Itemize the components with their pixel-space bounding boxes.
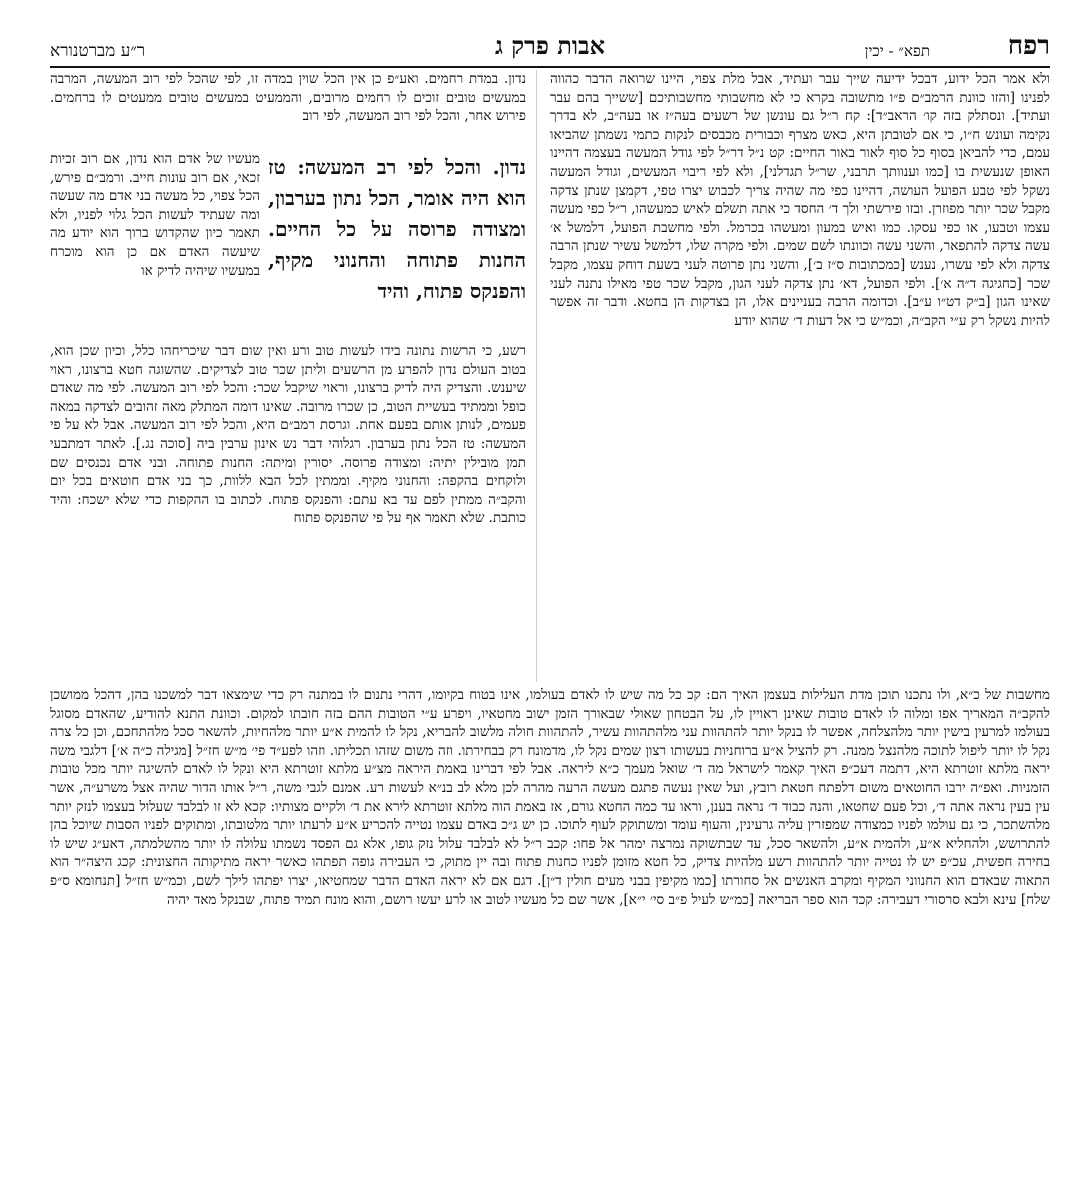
- bartenura-bottom-block: [50, 342, 526, 684]
- column-divider: [536, 70, 537, 682]
- page-title: אבות פרק ג: [494, 31, 606, 60]
- commentary-name: ר״ע מברטנורא: [50, 41, 146, 61]
- page: [50, 30, 1050, 1170]
- bartenura-top-text: נדון. במדת רחמים. ואע״פ כן אין הכל שוין במדה זו, לפי שהכל לפי רוב המעשה, המרבה במעשים טובים זוכים לו רחמים מרובים, והממעיט במעשים טובים ממעטים לו ברחמים. פירוש אחר, והכל לפי רוב המעשה, לפי רוב: [50, 71, 526, 125]
- bartenura-narrow-block: [50, 150, 260, 340]
- right-column-text: ולא אמר הכל ידוע, דבכל ידיעה שייך עבר ועתיד, אבל מלת צפוי, היינו שרואה הדבר כהווה לפנינו [והזו כוונת הרמב״ם פ״ו מתשובה בקרא כי לא מחשבותי מחשבותיכם [ששייך בהם עבר ועתיד]. ונסתלק בזה קו׳ הראב״ד]: קח ר״ל גם עונשן של רשעים בעה״ז או בעה״ב, לא בדרך נקימה ועונש ח״ו, כי אם לטובתן היא, כאש מצרף וכבורית מכבסים לנקות כתמי נשמתן שהביאו עמם, כדי להביאן בסוף כל סוף לאור באור החיים: קט נ״ל דר״ל לפי גודל המעשה בעצמה דהיינו האופן שנעשית בו [כמו וענוותך תרבני, שר״ל תגדלני], ולא לפי ריבוי המעשים, וגודל המעשה נשקל לפי טבע הפועל העושה, דהיינו כפי מה שהיה צריך לכבוש יצרו טפי, דקמצן שנתן צדקה מקבל שכר יותר מפוזרן. ובזו פירשתי ולך ד׳ החסד כי אתה תשלם לאיש כמעשהו, ר״ל כפי מעשה עצמו וטבעו, או כפי עסקו. כמו ואיש במעון ומעשהו בכרמל. ולפי מחשבת הפועל, דלמשל א׳ עשה צדקה להתפאר, והשני עשה וכוונתו לשם שמים. ולפי מקרה שלו, דלמשל עשיר שנתן הרבה צדקה ולא לפי עשרו, נענש [כמכתובות ס״ז ב׳], והשני נתן פרוטה לעני בשעת דוחק עצמו, מקבל שכר [כחגיגה ד״ה א׳]. ולפי הפועל, דא׳ נתן צדקה לעני הגון, מקבל שכר טפי מאילו נתנה לעני שאינו הגון [ב״ק דט״ו ע״ב]. וכדומה הרבה בעניינים אלו, הן בצדקות הן בחטא. ודבר זה אפשר להיות נשקל רק ע״י הקב״ה, וכמ״ש כי אל דעות ד׳ שהוא יודע: [550, 71, 1050, 329]
- header-range: תפא״ - יכין: [864, 42, 930, 60]
- bottom-commentary-text: מחשבות של כ״א, ולו נתכנו תוכן מדת העלילות בעצמן האיך הם: קכ כל מה שיש לו לאדם בעולמו, אינו בטוח בקיומו, דהרי נתנום לו במתנה רק כדי שימצאו דבר למשכנו בהן, דהכל ממושכן להקב״ה המאריך אפו ומלוה לו לאדם טובות שאינן ראויין לו, על הבטחון שאולי שבאורך הזמן ישוב מחטאיו, ויפרע ע״י הטובות ההם בזה חובתו למקום. וכוונת התנא להודיע, שהאדם מסוגל בעולמו למרעין בישין יותר מלהצלחה, אפשר לו בנקל יותר להתהוות עני מלהתהוות עשיר, להתהוות חולה מלשוב להבריא, נקל לו להמית א״ע יותר מלהחיות, להשאר סכל מלהתחכם, וכן כל צרה נקל לו יותר ליפול לתוכה מלהנצל ממנה. רק להציל א״ע ברוחניות בעשותו רצון שמים נקל לו, מדמונח רק בבחירתו. וזה משום שזהו תכליתו. וזהו לפע״ד פי׳ מ״ש חז״ל [מגילה כ״ה א׳] דלגבי משה יראה מלתא זוטרתא היא, דתמה דעכ״פ האיך קאמר לישראל מה ד׳ שואל מעמך כ״א ליראה. אבל לפי דברינו באמת היראה מצ״ע מלתא זוטרתא היא ונקל לו לאדם להשיגה יותר מכל טובות הזמניות. ואפ״ה ירבו החוטאים משום דלפתח חטאת רובץ, ועל שאין נעשה פתגם מעשה הרעה מהרה לכן מלא לב בנ״א לעשות רע. אמנם לגבי משה, ר״ל אותו הדור שהיה אצל משרע״ה, אשר עין בעין נראה אתה ד׳, וכל פעם שחטאו, והנה כבוד ד׳ נראה בענן, וראו עד כמה החטא גורם, אז באמת הוה מלתא זוטרתא לירא את ד׳ ולקיים מצותיו: קכא לא זו לבלבד שעלול בעצמו לנזק יותר מלהשתכר, כי גם עולמו לפניו כמצודה שמפזרין עליה גרעינין, והעוף עומד ומשתוקק לעוף לתוכו. כן יש ג״כ באדם עצמו נטייה להכריע א״ע לרעתו יותר מלטובתו, ומתוקים לפניו הסבות שיוכל בהן להתרושש, ולהחליא א״ע, ולהמית א״ע, ולהשאר סכל, עד שבתשוקה נמרצה ימהר אל פחו: קכב ר״ל לא לבלבד עלול נזק גופו, אלא גם הפסד נשמתו עלולה לו יותר מהשלמתה, דאע״ג שיש לו בחירה חפשית, עכ״פ יש לו נטייה יותר להתהוות רשע מלהיות צדיק, כל חטא מזומן לפניו כחנות פתוח ובה יין מתוק, כי העבירה גופה תפתהו כאשר יראה מתיקותה החצונית: קכג היצה״ר הוא התאוה שבאדם הוא החנווני המקיף ומקרב האנשים אל סחורתו [כמו מקיפין בבני מעים חולין ד״ן]. דגם אם לא יראה האדם הדבר שמחטיאו, יצרו יפתהו לילך לשם, וכמ״ש חז״ל [תנחומא ס״פ שלח] עינא ולבא סרסורי דעבירה: קכד הוא ספר הבריאה [כמ״ש לעיל פ״ב סי׳ י״א], אשר שם כל מעשיו לטוב או לרע יעשו רושם, והוא מונח תמיד פתוח, שבנקל מאד יהיה: [50, 687, 1050, 908]
- mishna-text-block: [268, 152, 526, 340]
- mishna-text: נדון. והכל לפי רב המעשה: טז הוא היה אומר, הכל נתון בערבון, ומצודה פרוסה על כל החיים. החנות פתוחה והחנוני מקיף, והפנקס פתוח, והיד: [268, 155, 526, 303]
- bartenura-narrow-text: מעשיו של אדם הוא נדון, אם רוב זכיות זכאי, אם רוב עונות חייב. ורמב״ם פירש, הכל צפוי, כל מעשה בני אדם מה שעשה ומה שעתיד לעשות הכל גלוי לפניו, ולא תאמר כיון שהקדוש ברוך הוא יודע מה שיעשה האדם אם כן הוא מוכרח במעשיו שיהיה לדיק או: [50, 151, 260, 279]
- page-header: [50, 30, 1050, 68]
- bartenura-top-block: [50, 70, 526, 150]
- tiferet-yisrael-column: [550, 70, 1050, 684]
- bartenura-column: [50, 70, 526, 684]
- bartenura-bottom-text: רשע, כי הרשות נתונה בידו לעשות טוב ורע ואין שום דבר שיכריחהו כלל, וכיון שכן הוא, בטוב העולם נדון להפרע מן הרשעים וליתן שכר טוב לצדיקים. שהשוגה חטא ברצונו, ראוי שיענש. והצדיק היה לדיק ברצונו, וראוי שיקבל שכר: והכל לפי רוב המעשה. לפי מה שאדם כופל וממתיד בעשיית הטוב, כן שכרו מרובה. שאינו דומה המתלק מאה זהובים לצדקה במאה פעמים, לנותן אותם בפעם אחת. וגרסת רמב״ם היא, והכל לפי רוב המעשה. אבל לא על פי המעשה: טז הכל נתון בערבון. רגלוהי דבר נש אינון ערבין ביה [סוכה נג.]. לאתר דמתבעי תמן מובילין יתיה: ומצודה פרוסה. יסורין ומיתה: החנות פתוחה. ובני אדם נכנסים שם ולוקחים בהקפה: והחנוני מקיף. וממתין לכל הבא ללוות, כך בני אדם חוטאים בכל יום והקב״ה ממתין לפם עד בא עתם: והפנקס פתוח. לכתוב בו ההקפות כדי שלא ישכח: והיד כותבת. שלא תאמר אף על פי שהפנקס פתוח: [50, 343, 526, 527]
- page-number: רפח: [1007, 31, 1050, 61]
- commentary-bottom-block: [50, 686, 1050, 1166]
